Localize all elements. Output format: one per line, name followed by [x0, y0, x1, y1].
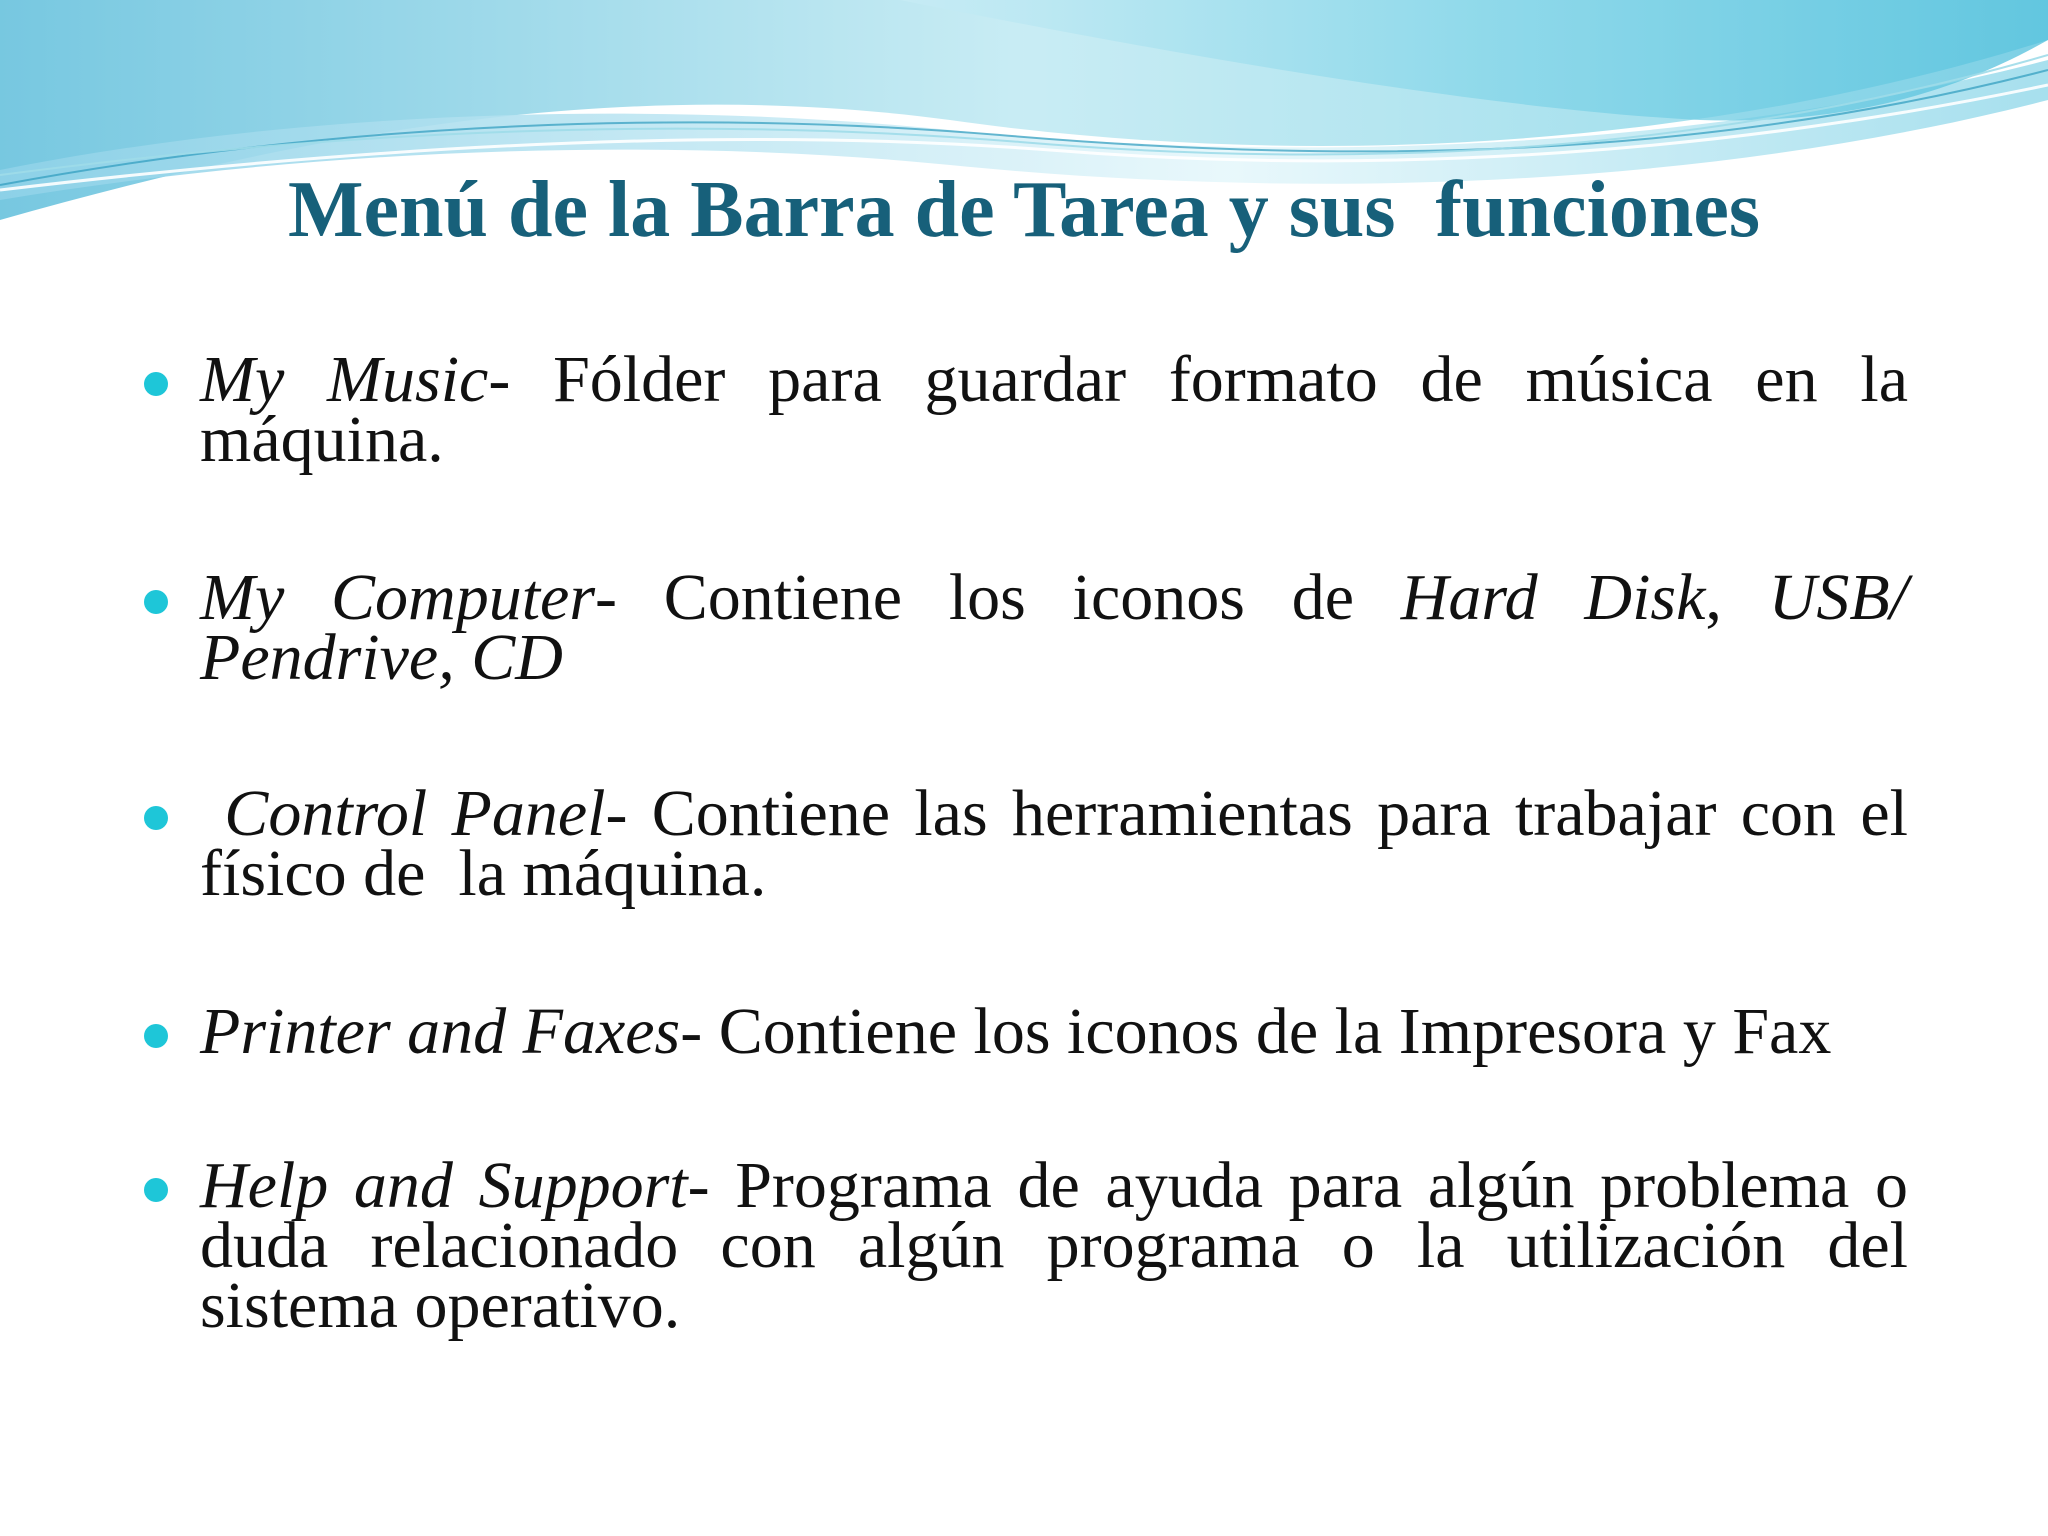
bullet-text: - Programa de ayuda para algún problema o duda relacionado con algún programa o la utilización del sistema operativo.	[200, 1149, 1925, 1342]
bullet-dot-icon	[144, 590, 168, 614]
slide-title: Menú de la Barra de Tarea y sus funciones	[288, 166, 1760, 254]
bullet-term-hard-disk: Hard Disk	[1400, 561, 1706, 634]
bullet-item-my-computer	[200, 561, 1908, 694]
bullet-item-printer-and-faxes	[200, 995, 1908, 1068]
bullet-dot-icon	[144, 372, 168, 396]
bullet-item-my-music	[200, 343, 1925, 476]
bullet-text: - Fólder para guardar formato de música en la máquina.	[200, 343, 1925, 476]
bullet-dot-icon	[144, 1024, 168, 1048]
bullet-dot-icon	[144, 1178, 168, 1202]
bullet-dot-icon	[144, 806, 168, 830]
bullet-item-help-and-support	[200, 1149, 1925, 1342]
bullet-term: My Music	[200, 343, 489, 416]
bullet-text: ,	[1705, 561, 1769, 634]
bullet-text: - Contiene los iconos de la Impresora y Fax	[680, 995, 1832, 1068]
bullet-item-control-panel	[200, 777, 1925, 910]
bullet-term: Printer and Faxes	[200, 995, 681, 1068]
bullet-term: Help and Support	[200, 1149, 688, 1222]
bullet-term: Control Panel	[200, 777, 606, 850]
bullet-term-usb: USB/ Pendrive, CD	[200, 561, 1908, 694]
bullet-term: My Computer	[200, 561, 596, 634]
bullet-text: - Contiene los iconos de	[595, 561, 1401, 634]
bullet-text: - Contiene las herramientas para trabajar con el físico de la máquina.	[200, 777, 1925, 910]
